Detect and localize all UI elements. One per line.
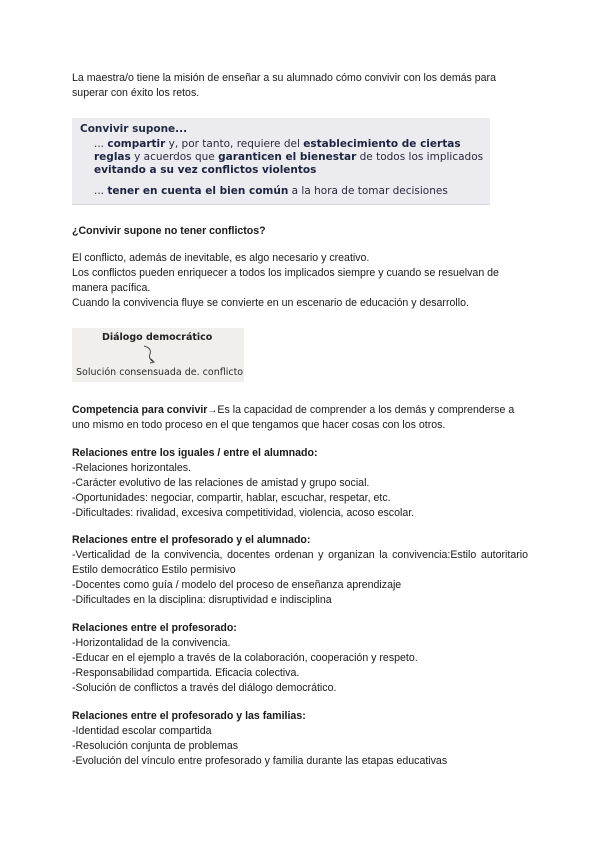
callout-line-3: evitando a su vez conflictos violentos (94, 164, 317, 176)
callout-line-2: reglas y acuerdos que garanticen el bienestar de todos los implicados (94, 151, 484, 163)
section-title: Relaciones entre el profesorado: (72, 622, 237, 634)
section-title: Relaciones entre el profesorado y el alumnado: (72, 534, 311, 546)
section-profesorado (72, 621, 528, 696)
conflict-paragraph-2: Los conflictos pueden enriquecer a todos los implicados siempre y cuando se resuelvan de manera pacífica. (72, 267, 499, 294)
diagram-bottom-label: Solución consensuada de. conflicto (76, 367, 244, 378)
list-item: -Dificultades: rivalidad, excesiva competitividad, violencia, acoso escolar. (72, 507, 415, 519)
arrow-right-icon: → (207, 405, 218, 416)
callout-title: Convivir supone... (80, 123, 188, 135)
list-item: -Oportunidades: negociar, compartir, hablar, escuchar, respetar, etc. (72, 492, 391, 504)
conflict-paragraph-3: Cuando la convivencia fluye se convierte en un escenario de educación y desarrollo. (72, 297, 469, 309)
question-heading: ¿Convivir supone no tener conflictos? (72, 225, 266, 237)
section-profesorado-alumnado (72, 533, 528, 608)
list-item: -Horizontalidad de la convivencia. (72, 637, 231, 649)
curved-arrow-icon (138, 344, 168, 368)
section-title: Relaciones entre los iguales / entre el alumnado: (72, 447, 318, 459)
list-item: -Identidad escolar compartida (72, 725, 212, 737)
callout-line-4: ... tener en cuenta el bien común a la hora de tomar decisiones (94, 185, 448, 197)
conflict-paragraph-1: El conflicto, además de inevitable, es algo necesario y creativo. (72, 252, 370, 264)
intro-paragraph: La maestra/o tiene la misión de enseñar a su alumnado cómo convivir con los demás para superar con éxito los retos. (72, 72, 496, 99)
diagram-top-label: Diálogo democrático (102, 332, 213, 343)
competencia-paragraph (72, 403, 528, 433)
section-title: Relaciones entre el profesorado y las familias: (72, 710, 306, 722)
list-item: -Relaciones horizontales. (72, 462, 191, 474)
list-item: -Solución de conflictos a través del diálogo democrático. (72, 682, 337, 694)
list-item: -Responsabilidad compartida. Eficacia colectiva. (72, 667, 300, 679)
list-item: -Dificultades en la disciplina: disruptividad e indisciplina (72, 594, 332, 606)
competencia-term: Competencia para convivir (72, 404, 208, 416)
callout-line-1: ... compartir y, por tanto, requiere del establecimiento de ciertas (94, 138, 461, 150)
convivir-supone-callout (72, 118, 490, 205)
list-item: -Carácter evolutivo de las relaciones de amistad y grupo social. (72, 477, 370, 489)
competencia-definition: Es la capacidad de comprender a los demás y comprenderse a uno mismo en todo proceso en el que tengamos que hacer cosas con los otros. (72, 404, 515, 431)
list-item: -Evolución del vínculo entre profesorado y familia durante las etapas educativas (72, 755, 448, 767)
list-item: -Educar en el ejemplo a través de la colaboración, cooperación y respeto. (72, 652, 418, 664)
dialogo-diagram (72, 328, 244, 382)
section-iguales (72, 446, 528, 521)
list-item: -Verticalidad de la convivencia, docentes ordenan y organizan la convivencia:Estilo autoritario Estilo democrático Estilo permisivo (72, 549, 528, 576)
list-item: -Docentes como guía / modelo del proceso de enseñanza aprendizaje (72, 579, 402, 591)
section-profesorado-familias (72, 709, 528, 769)
list-item: -Resolución conjunta de problemas (72, 740, 239, 752)
